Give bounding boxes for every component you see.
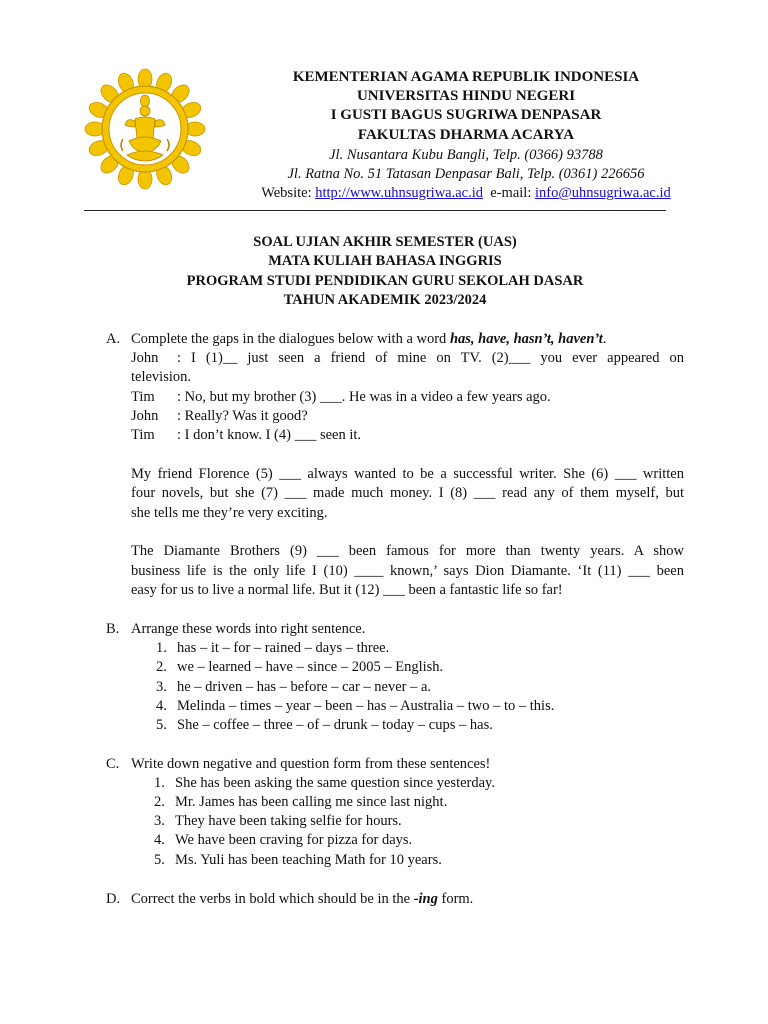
- dialogue-text: : No, but my brother (3) ___. He was in a video a few years ago.: [177, 389, 551, 405]
- item-text: She has been asking the same question since yesterday.: [175, 775, 495, 791]
- section-d-ing-suffix: -ing: [413, 891, 438, 907]
- website-label: Website:: [261, 185, 312, 201]
- dialogue-text: : Really? Was it good?: [177, 408, 308, 424]
- speaker-name: John: [131, 408, 159, 424]
- item-number: 4.: [154, 832, 165, 848]
- paragraph-2-line-1: The Diamante Brothers (9) ___ been famous for more than twenty years. A show: [131, 543, 684, 559]
- item-number: 4.: [156, 698, 167, 714]
- paragraph-1-line-2: four novels, but she (7) ___ made much money. I (8) ___ read any of them myself, but: [131, 485, 684, 501]
- item-text: We have been craving for pizza for days.: [175, 832, 413, 848]
- list-item: [156, 639, 389, 658]
- email-link[interactable]: info@uhnsugriwa.ac.id: [534, 185, 671, 201]
- program-title: PROGRAM STUDI PENDIDIKAN GURU SEKOLAH DASAR: [186, 273, 584, 289]
- item-number: 5.: [154, 852, 165, 868]
- paragraph-1-line-3: she tells me they’re very exciting.: [131, 505, 328, 521]
- section-b-letter: B.: [106, 621, 120, 637]
- list-item: [154, 831, 412, 850]
- university-logo: [83, 67, 207, 191]
- website-link[interactable]: http://www.uhnsugriwa.ac.id: [315, 185, 484, 201]
- list-item: [154, 774, 495, 793]
- item-number: 1.: [154, 775, 165, 791]
- contact-line: [206, 184, 726, 203]
- section-a-instruction: [131, 330, 606, 349]
- section-b-instruction: Arrange these words into right sentence.: [131, 621, 366, 637]
- paragraph-2-line-3: easy for us to live a normal life. But it (12) ___ been a fantastic life so far!: [131, 582, 563, 598]
- section-a-instruction-text: Complete the gaps in the dialogues below with a word: [131, 331, 447, 347]
- item-number: 2.: [156, 659, 167, 675]
- address-line-1: Jl. Nusantara Kubu Bangli, Telp. (0366) 93788: [329, 147, 603, 163]
- list-item: [154, 851, 442, 870]
- section-a-word-options: has, have, hasn’t, haven’t: [449, 331, 603, 347]
- section-c-letter: C.: [106, 756, 120, 772]
- speaker-name: Tim: [131, 427, 155, 443]
- list-item: [156, 678, 431, 697]
- university-name: UNIVERSITAS HINDU NEGERI: [356, 88, 576, 104]
- list-item: [154, 793, 447, 812]
- course-title: MATA KULIAH BAHASA INGGRIS: [268, 253, 502, 269]
- dialogue-line-4: [131, 426, 684, 445]
- list-item: [156, 697, 554, 716]
- address-line-2: Jl. Ratna No. 51 Tatasan Denpasar Bali, Telp. (0361) 226656: [287, 166, 645, 182]
- exam-title: SOAL UJIAN AKHIR SEMESTER (UAS): [253, 234, 517, 250]
- item-text: Mr. James has been calling me since last night.: [175, 794, 448, 810]
- faculty-name: FAKULTAS DHARMA ACARYA: [357, 127, 575, 143]
- section-d-instruction-text: Correct the verbs in bold which should be in the: [131, 891, 411, 907]
- item-text: She – coffee – three – of – drunk – today – cups – has.: [177, 717, 493, 733]
- email-label: e-mail:: [490, 185, 532, 201]
- list-item: [156, 716, 493, 735]
- lotus-seal-icon: [83, 67, 207, 191]
- dialogue-line-1: [131, 349, 684, 368]
- dialogue-text: : I don’t know. I (4) ___ seen it.: [177, 427, 362, 443]
- letterhead-divider: [84, 210, 666, 211]
- section-d-instruction-end: form.: [441, 891, 474, 907]
- section-a-instruction-end: .: [602, 331, 607, 347]
- paragraph-1-line-1: My friend Florence (5) ___ always wanted to be a successful writer. She (6) ___ written: [131, 466, 684, 482]
- item-text: we – learned – have – since – 2005 – English.: [177, 659, 444, 675]
- university-name-2: I GUSTI BAGUS SUGRIWA DENPASAR: [330, 107, 602, 123]
- item-number: 3.: [156, 679, 167, 695]
- list-item: [154, 812, 402, 831]
- dialogue-line-3: [131, 407, 684, 426]
- item-number: 3.: [154, 813, 165, 829]
- dialogue-line-2: [131, 388, 684, 407]
- dialogue-line-1-cont: television.: [131, 369, 192, 385]
- speaker-name: John: [131, 350, 159, 366]
- speaker-name: Tim: [131, 389, 155, 405]
- list-item: [156, 658, 443, 677]
- item-text: has – it – for – rained – days – three.: [177, 640, 390, 656]
- item-text: Ms. Yuli has been teaching Math for 10 years.: [175, 852, 442, 868]
- section-d-letter: D.: [106, 891, 121, 907]
- item-number: 2.: [154, 794, 165, 810]
- section-c-instruction: Write down negative and question form from these sentences!: [131, 756, 491, 772]
- academic-year: TAHUN AKADEMIK 2023/2024: [283, 292, 487, 308]
- ministry-name: KEMENTERIAN AGAMA REPUBLIK INDONESIA: [292, 69, 640, 85]
- item-text: he – driven – has – before – car – never – a.: [177, 679, 432, 695]
- section-a-letter: A.: [106, 331, 121, 347]
- item-number: 5.: [156, 717, 167, 733]
- item-number: 1.: [156, 640, 167, 656]
- dialogue-text: : I (1)__ just seen a friend of mine on TV. (2)___ you ever appeared on: [177, 350, 684, 366]
- paragraph-2-line-2: business life is the only life I (10) ____ known,’ says Dion Diamante. ‘It (11) ___ been: [131, 563, 684, 579]
- section-d-instruction: [131, 890, 473, 909]
- item-text: They have been taking selfie for hours.: [175, 813, 402, 829]
- item-text: Melinda – times – year – been – has – Australia – two – to – this.: [177, 698, 555, 714]
